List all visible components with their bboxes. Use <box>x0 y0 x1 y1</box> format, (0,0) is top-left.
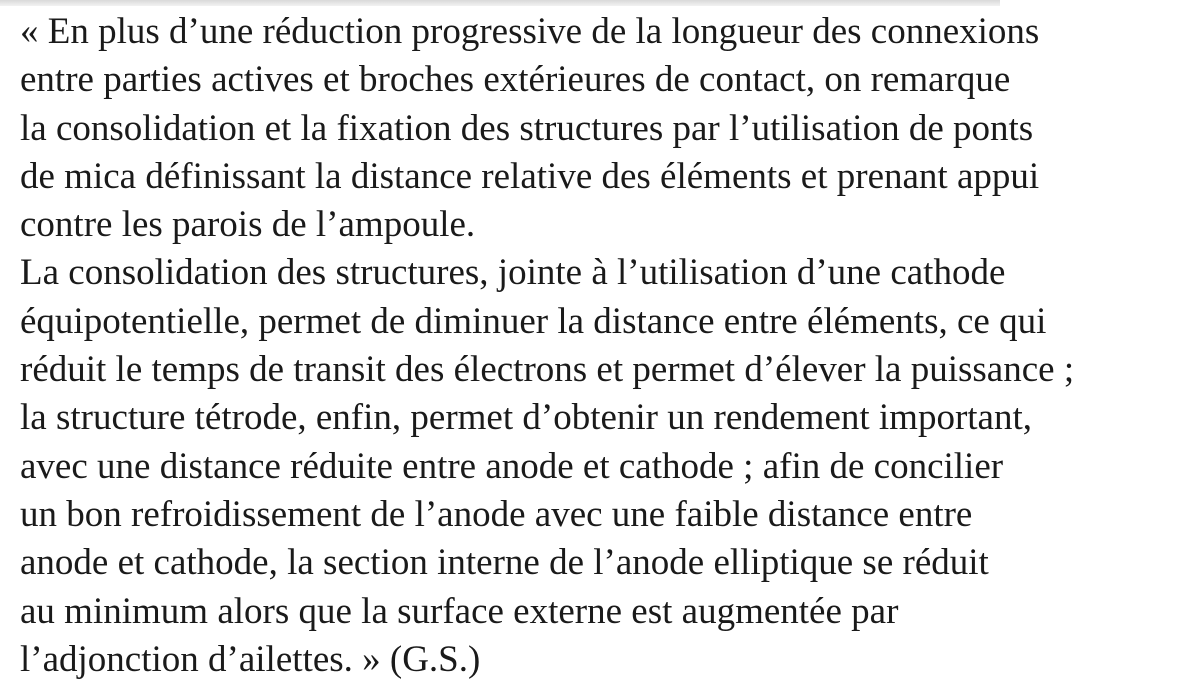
text-line: réduit le temps de transit des électrons et permet d’élever la puissance ; <box>20 349 1075 391</box>
paragraph-2 <box>20 249 1185 684</box>
quoted-text-block <box>20 8 1185 684</box>
text-line: l’adjonction d’ailettes. » (G.S.) <box>20 638 481 680</box>
text-line: avec une distance réduite entre anode et cathode ; afin de concilier <box>20 445 1004 487</box>
paragraph-1 <box>20 8 1185 249</box>
text-line: la structure tétrode, enfin, permet d’obtenir un rendement important, <box>20 397 1033 439</box>
text-line: un bon refroidissement de l’anode avec une faible distance entre <box>20 493 973 535</box>
text-line: La consolidation des structures, jointe à l’utilisation d’une cathode <box>20 252 1006 294</box>
text-line: la consolidation et la fixation des structures par l’utilisation de ponts <box>20 107 1034 149</box>
text-line: équipotentielle, permet de diminuer la distance entre éléments, ce qui <box>20 300 1047 342</box>
scan-top-edge <box>0 0 1000 6</box>
text-line: « En plus d’une réduction progressive de la longueur des connexions <box>20 11 1040 52</box>
text-line: au minimum alors que la surface externe est augmentée par <box>20 590 899 632</box>
text-line: contre les parois de l’ampoule. <box>20 204 476 246</box>
text-line: de mica définissant la distance relative des éléments et prenant appui <box>20 155 1040 197</box>
text-line: anode et cathode, la section interne de l’anode elliptique se réduit <box>20 542 989 584</box>
text-line: entre parties actives et broches extérieures de contact, on remarque <box>20 59 1011 101</box>
